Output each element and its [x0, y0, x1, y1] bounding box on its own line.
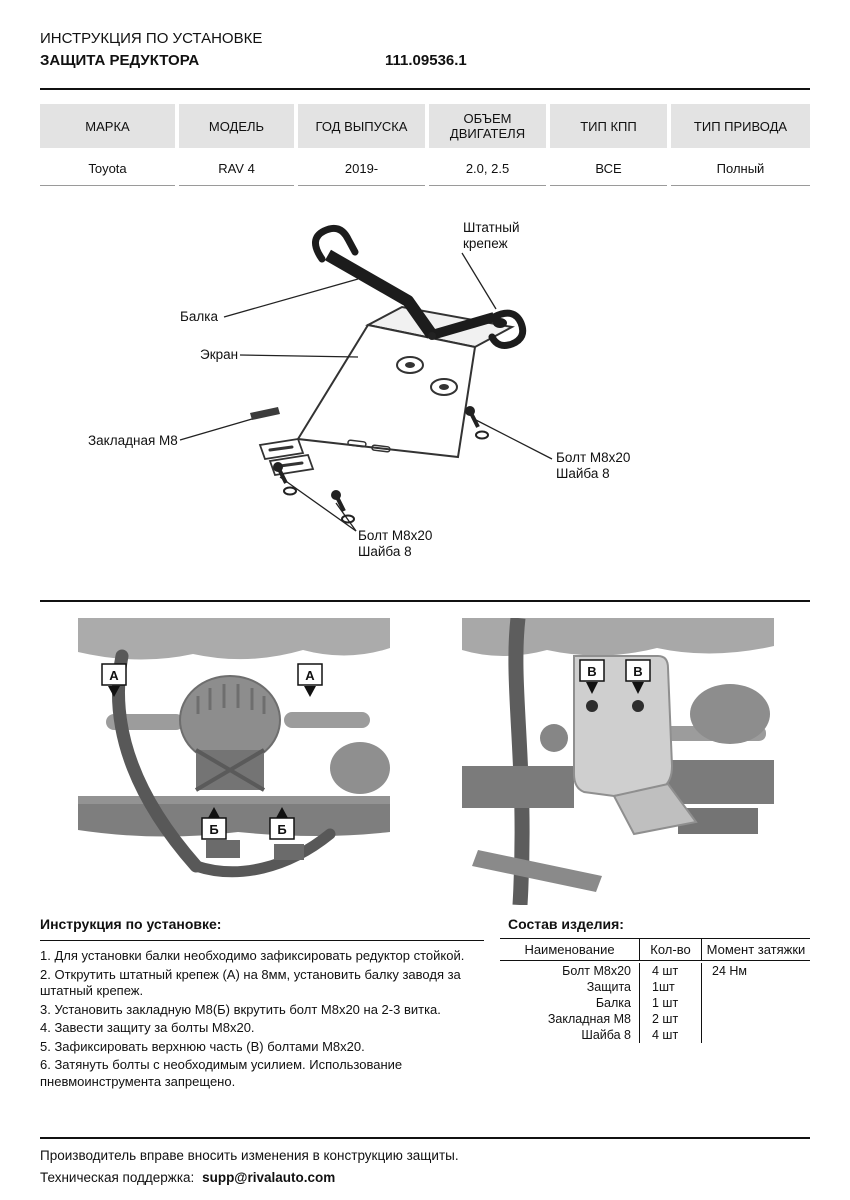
part-name: Защита: [500, 979, 640, 995]
instructions-title: Инструкция по установке:: [40, 916, 222, 932]
parts-col-name: Наименование: [500, 939, 640, 960]
parts-col-torque: Момент затяжки: [706, 942, 806, 957]
part-name: Балка: [500, 995, 640, 1011]
part-qty: 4 шт: [640, 1027, 702, 1043]
label-embedded-nut: Закладная М8: [88, 433, 178, 448]
leader-bolt-right: [474, 419, 552, 459]
parts-table-header: [500, 938, 810, 961]
part-torque: [702, 979, 810, 995]
label-beam: Балка: [180, 309, 218, 324]
label-bolt-bottom-line2: Шайба 8: [358, 544, 412, 559]
parts-row: [500, 995, 810, 1011]
support-label: Техническая поддержка:: [40, 1170, 195, 1185]
label-bolt-bottom-line1: Болт М8х20: [358, 528, 433, 543]
washer-1-hole: [405, 362, 415, 368]
marker-b-2-letter: Б: [277, 822, 287, 837]
marker-a-2-letter: А: [305, 668, 315, 683]
instruction-item-3: 3. Установить закладную М8(Б) вкрутить болт М8х20 на 2-3 витка.: [40, 1001, 441, 1017]
spec-value-engine: 2.0, 2.5: [429, 152, 546, 186]
instruction-item-2: 2. Открутить штатный крепеж (А) на 8мм, установить балку заводя за штатный крепеж.: [40, 966, 461, 998]
leader-screen: [240, 355, 358, 357]
spec-value-year: 2019-: [298, 152, 425, 186]
photo-left: [78, 618, 390, 905]
part-torque: [702, 1027, 810, 1043]
photo-right-image: [462, 618, 774, 905]
washer-right: [476, 432, 488, 439]
marker-a-1-letter: А: [109, 668, 119, 683]
spec-value-marka: Toyota: [40, 152, 175, 186]
spec-header-engine: ОБЪЕМ ДВИГАТЕЛЯ: [429, 104, 546, 148]
leader-factory-mount: [462, 253, 496, 309]
header-rule: [40, 88, 810, 90]
washer-2-hole: [439, 384, 449, 390]
spec-header-drive: ТИП ПРИВОДА: [671, 104, 810, 148]
footer-rule: [40, 1137, 810, 1139]
parts-col-qty: Кол-во: [640, 939, 702, 960]
part-qty: 1 шт: [640, 995, 702, 1011]
marker-b-1-letter: Б: [209, 822, 219, 837]
doc-title-line2: ЗАЩИТА РЕДУКТОРА: [40, 52, 200, 69]
beam-screw: [428, 332, 436, 340]
instruction-item-5: 5. Зафиксировать верхнюю часть (В) болтами М8х20.: [40, 1038, 365, 1054]
part-name: Болт М8х20: [500, 963, 640, 979]
part-name: Закладная М8: [500, 1011, 640, 1027]
photo-right: [462, 618, 774, 905]
embedded-nut-part: [250, 407, 280, 420]
footer-note: Производитель вправе вносить изменения в конструкцию защиты.: [40, 1148, 459, 1163]
part-torque: [702, 1011, 810, 1027]
label-bolt-right-line1: Болт М8х20: [556, 450, 631, 465]
spec-header-year: ГОД ВЫПУСКА: [298, 104, 425, 148]
assembly-diagram: [60, 195, 760, 595]
spec-value-gearbox: ВСЕ: [550, 152, 667, 186]
label-screen: Экран: [200, 347, 239, 362]
parts-title: Состав изделия:: [508, 916, 624, 932]
spec-header-gearbox: ТИП КПП: [550, 104, 667, 148]
spec-table: [40, 104, 810, 186]
instruction-item-6: 6. Затянуть болты с необходимым усилием. Использование пневмоинструмента запрещено.: [40, 1057, 403, 1089]
instruction-item-1: 1. Для установки балки необходимо зафиксировать редуктор стойкой.: [40, 948, 465, 963]
parts-row: [500, 963, 810, 979]
leader-bolt-bottom-1: [280, 477, 356, 531]
mid-rule: [40, 600, 810, 602]
parts-row: [500, 1027, 810, 1043]
parts-table: [500, 938, 810, 1043]
washer-bottom-1: [284, 488, 296, 495]
parts-row: [500, 1011, 810, 1027]
part-torque: [702, 995, 810, 1011]
label-bolt-right-line2: Шайба 8: [556, 466, 610, 481]
photo-left-image: [78, 618, 390, 905]
part-qty: 1шт: [640, 979, 702, 995]
parts-table-body: [500, 961, 810, 1043]
beam-hook-washer: [493, 318, 507, 328]
spec-header-marka: МАРКА: [40, 104, 175, 148]
part-torque: 24 Нм: [712, 964, 747, 978]
part-qty: 2 шт: [640, 1011, 702, 1027]
label-bolt-right: [556, 450, 630, 482]
footer-support: [40, 1170, 335, 1185]
doc-title-line1: ИНСТРУКЦИЯ ПО УСТАНОВКЕ: [40, 30, 263, 47]
leader-beam: [224, 279, 358, 317]
spec-header-model: МОДЕЛЬ: [179, 104, 294, 148]
label-factory-mount: Штатный крепеж: [463, 220, 520, 251]
part-name: Шайба 8: [500, 1027, 640, 1043]
label-bolt-bottom: [358, 528, 432, 560]
spec-value-model: RAV 4: [179, 152, 294, 186]
marker-v-1-letter: В: [587, 664, 597, 679]
part-qty: 4 шт: [640, 963, 702, 979]
leader-embedded-nut: [180, 419, 252, 440]
support-email[interactable]: supp@rivalauto.com: [202, 1170, 336, 1185]
instructions-list: [40, 940, 484, 1092]
spec-value-drive: Полный: [671, 152, 810, 186]
part-number: 111.09536.1: [385, 52, 467, 69]
instruction-item-4: 4. Завести защиту за болты М8х20.: [40, 1020, 255, 1035]
parts-row: [500, 979, 810, 995]
marker-v-2-letter: В: [633, 664, 643, 679]
